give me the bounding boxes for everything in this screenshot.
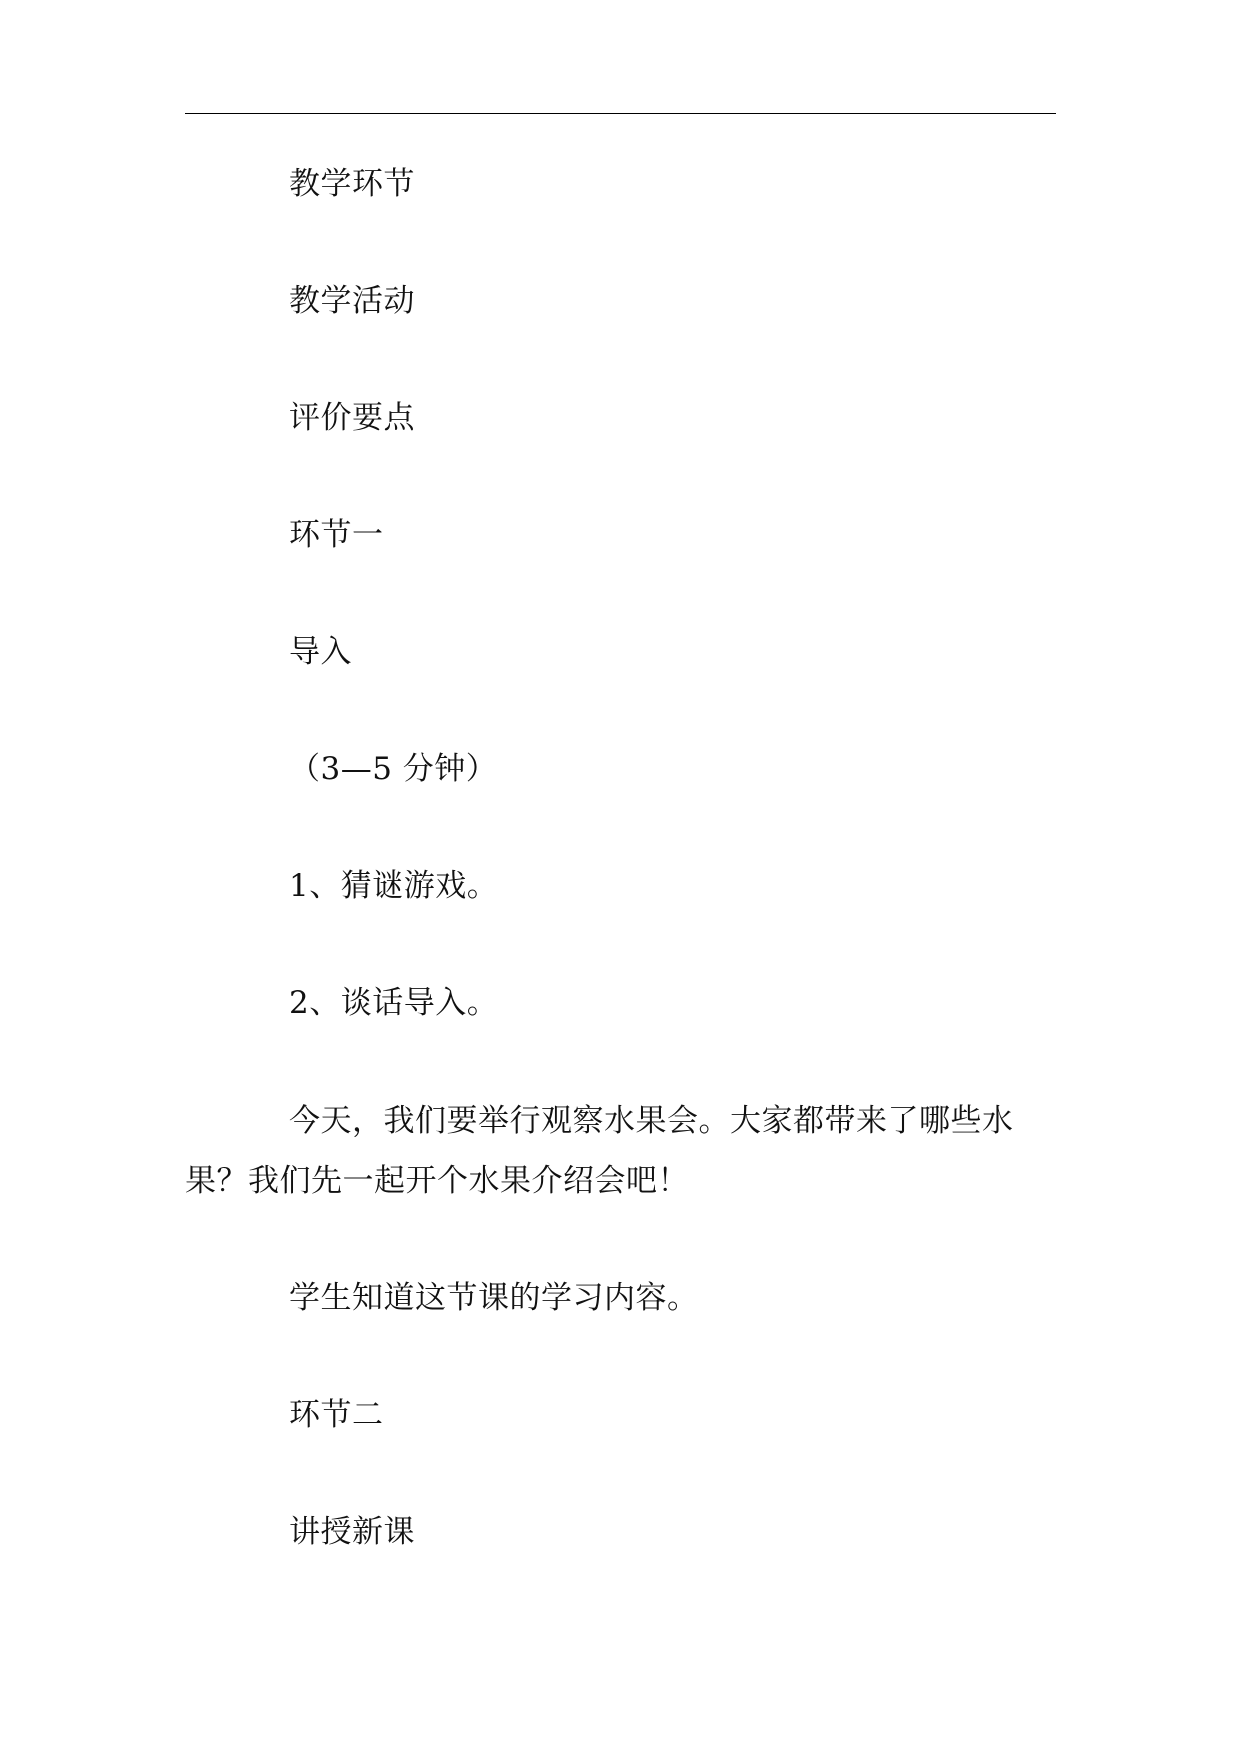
doc-line-7: 1、猜谜游戏。 — [289, 868, 499, 904]
doc-line-12: 环节二 — [289, 1397, 384, 1433]
doc-line-4: 环节一 — [289, 517, 384, 553]
doc-line-13: 讲授新课 — [289, 1514, 415, 1550]
header-rule — [185, 113, 1056, 114]
doc-line-2: 教学活动 — [289, 283, 415, 319]
doc-line-8: 2、谈话导入。 — [289, 985, 499, 1021]
doc-line-6: （3—5 分钟） — [289, 751, 498, 787]
doc-line-5: 导入 — [289, 634, 352, 670]
doc-line-11: 学生知道这节课的学习内容。 — [289, 1280, 699, 1316]
doc-line-3: 评价要点 — [289, 400, 415, 436]
doc-paragraph-line-1: 今天，我们要举行观察水果会。大家都带来了哪些水 — [289, 1103, 1014, 1139]
doc-line-1: 教学环节 — [289, 166, 415, 202]
doc-paragraph-line-2: 果？我们先一起开个水果介绍会吧！ — [185, 1163, 689, 1199]
